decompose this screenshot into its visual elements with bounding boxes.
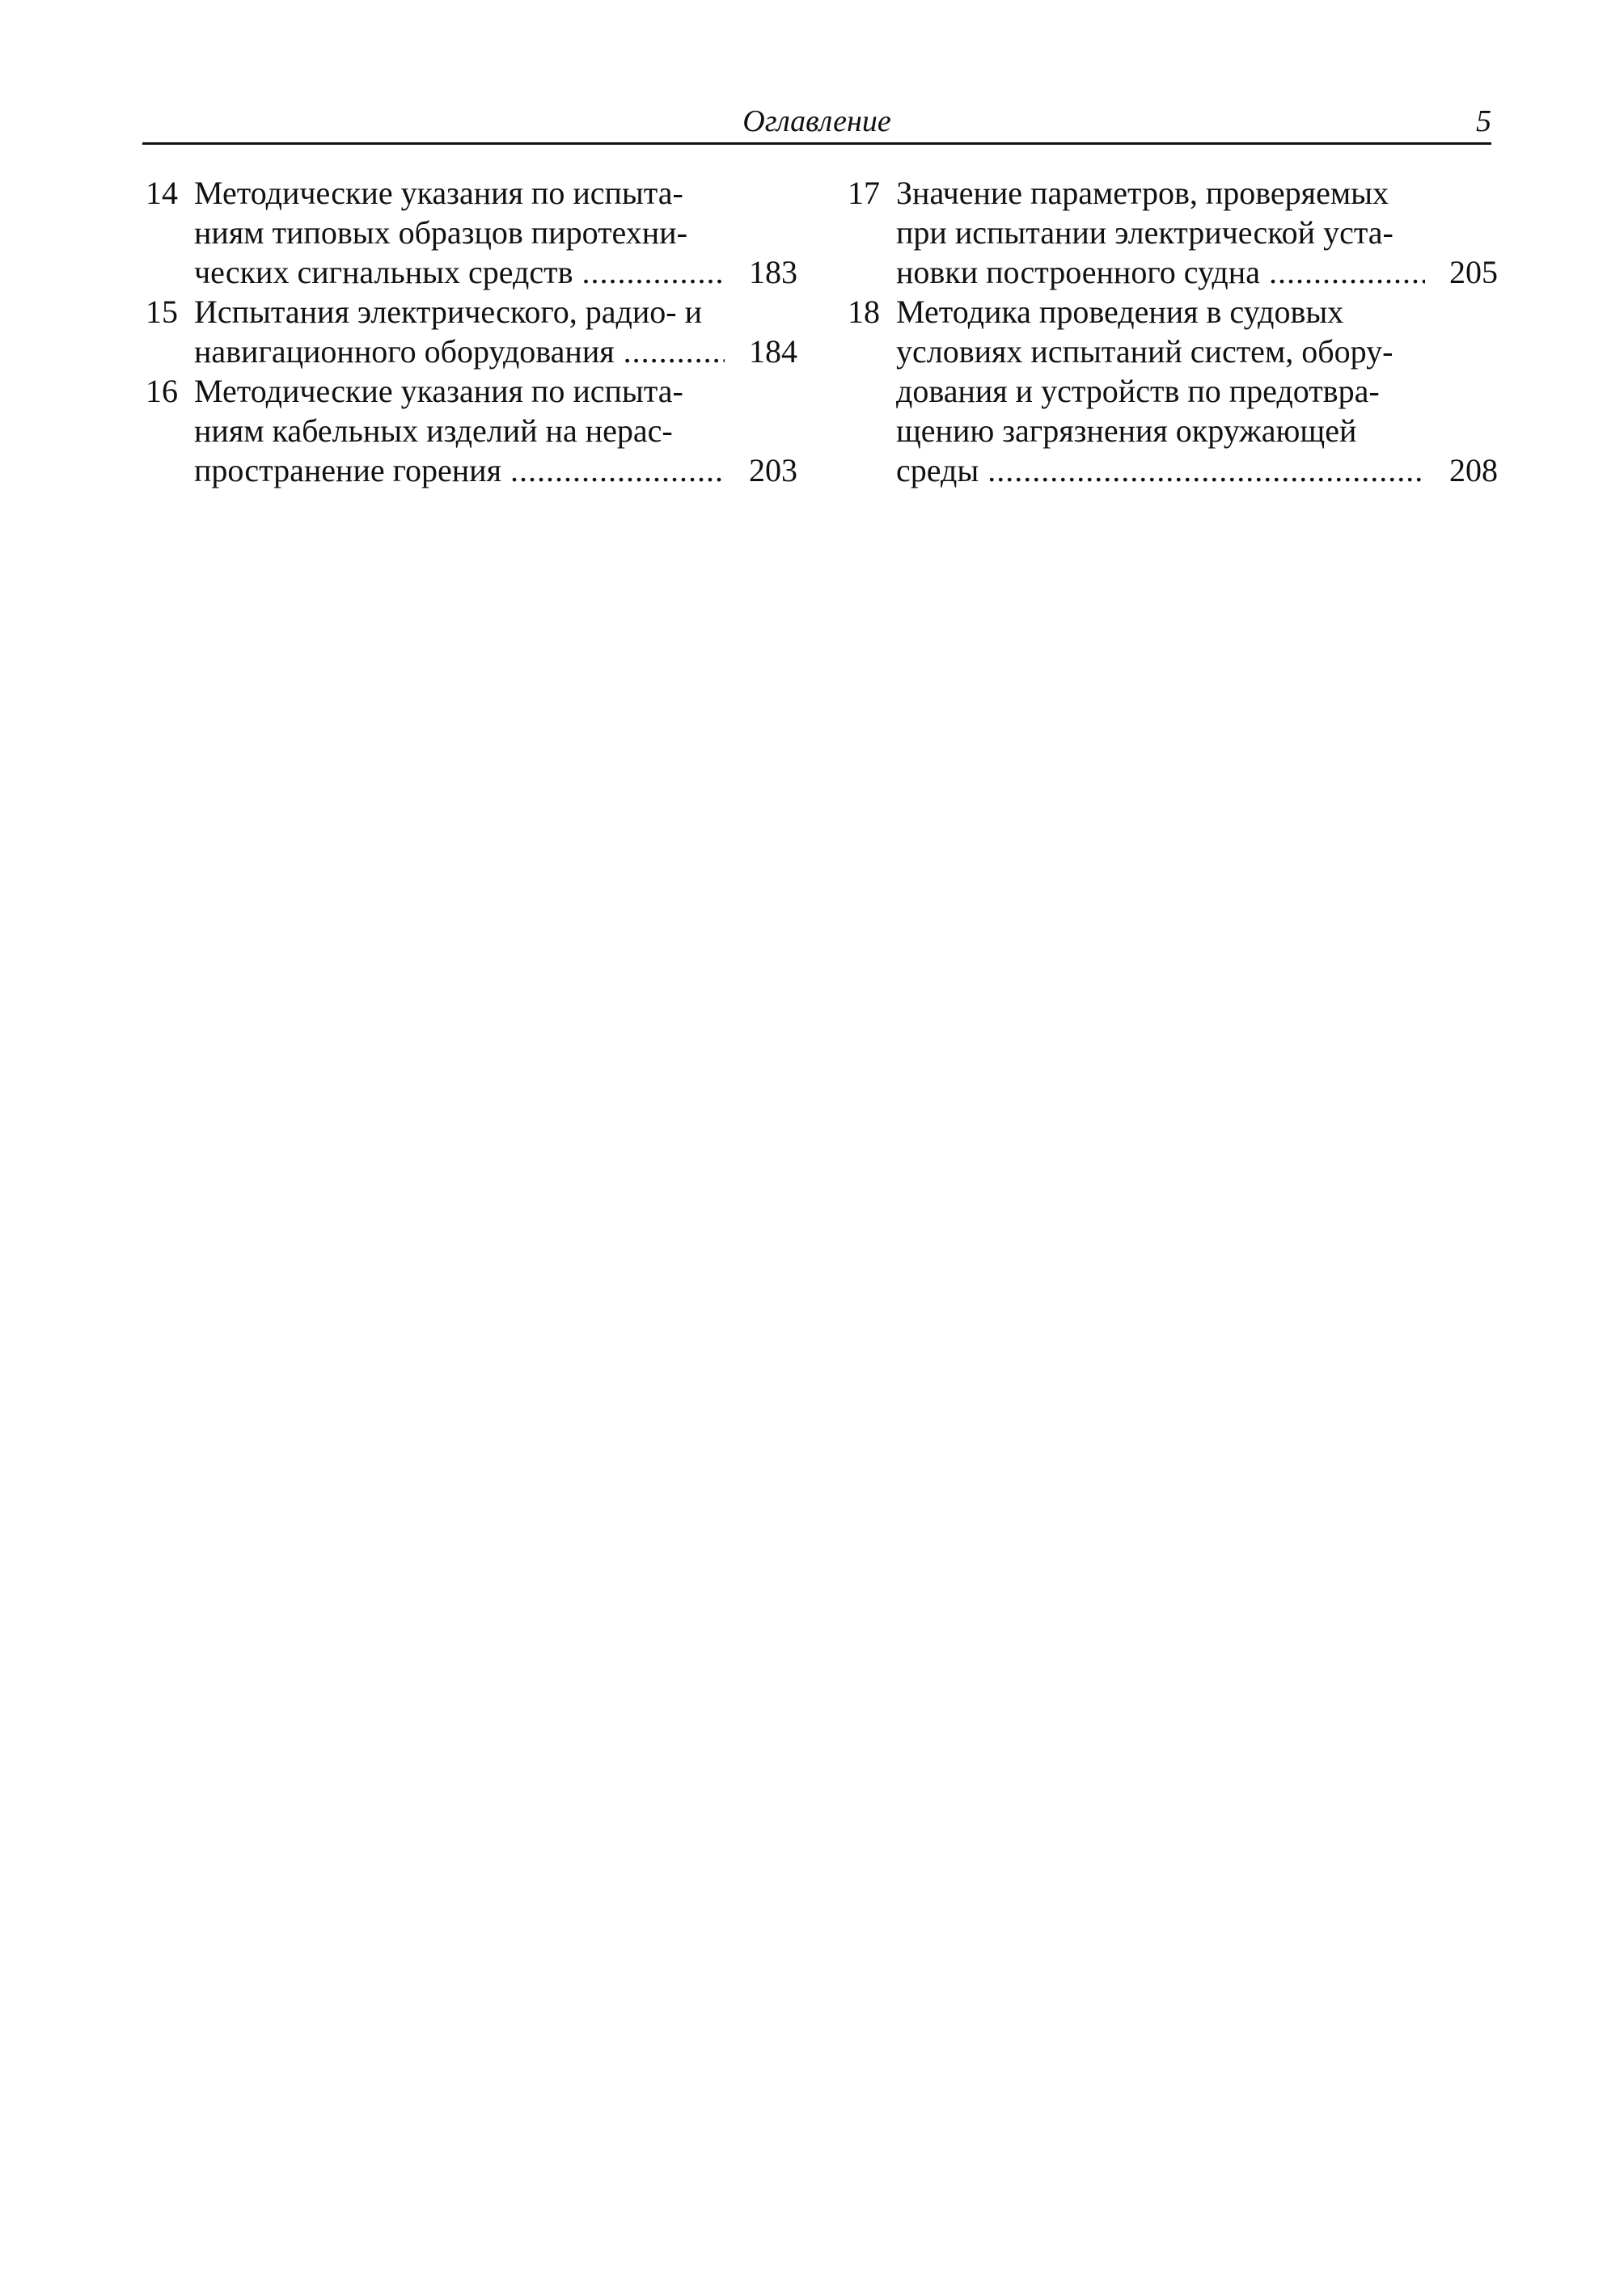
toc-entry-17[interactable] [848,173,1498,292]
toc-entry-page: 208 [1427,450,1498,490]
toc-entry-page: 183 [726,252,797,292]
toc-entry-title-line: дования и устройств по предотвра- [896,373,1380,409]
running-header [142,95,1491,145]
toc-left-column [146,173,797,490]
toc-entry-title-line: условиях испытаний систем, обору- [896,333,1394,370]
toc-entry-page: 205 [1427,252,1498,292]
toc-entry-title-line: пространение горения ..... [194,450,725,490]
toc-right-column [848,173,1498,490]
toc-entry-title-line: Значение параметров, проверяемых [896,175,1389,211]
toc-entry-title-line: Испытания электрического, радио- и [194,294,702,330]
toc-entry-16[interactable] [146,371,797,490]
toc-entry-14[interactable] [146,173,797,292]
toc-entry-number: 17 [848,175,880,211]
toc-entry-page: 184 [726,332,797,371]
toc-entry-title-line: Методика проведения в судовых [896,294,1344,330]
toc-entry-number: 18 [848,294,880,330]
toc-entry-number: 14 [146,175,178,211]
toc-entry-title-line: новки построенного судна ..... [896,252,1425,292]
toc-entry-title-line: Методические указания по испыта- [194,175,683,211]
toc-entry-number: 16 [146,373,178,409]
toc-entry-title-line: ческих сигнальных средств ..... [194,252,725,292]
page-number: 5 [1476,104,1491,138]
toc-entry-15[interactable] [146,292,797,371]
toc-entry-title-line: навигационного оборудования ..... [194,332,725,371]
toc-entry-title-line: ниям кабельных изделий на нерас- [194,412,673,449]
section-title: Оглавление [742,104,891,138]
toc-entry-page: 203 [726,450,797,490]
toc-entry-title-line: ниям типовых образцов пиротехни- [194,214,687,251]
toc-entry-title-line: Методические указания по испыта- [194,373,683,409]
toc-entry-title-line: щению загрязнения окружающей [896,412,1357,449]
toc-entry-18[interactable] [848,292,1498,490]
toc-entry-title-line: среды ..... [896,450,1425,490]
toc-entry-number: 15 [146,294,178,330]
toc-entry-title-line: при испытании электрической уста- [896,214,1394,251]
